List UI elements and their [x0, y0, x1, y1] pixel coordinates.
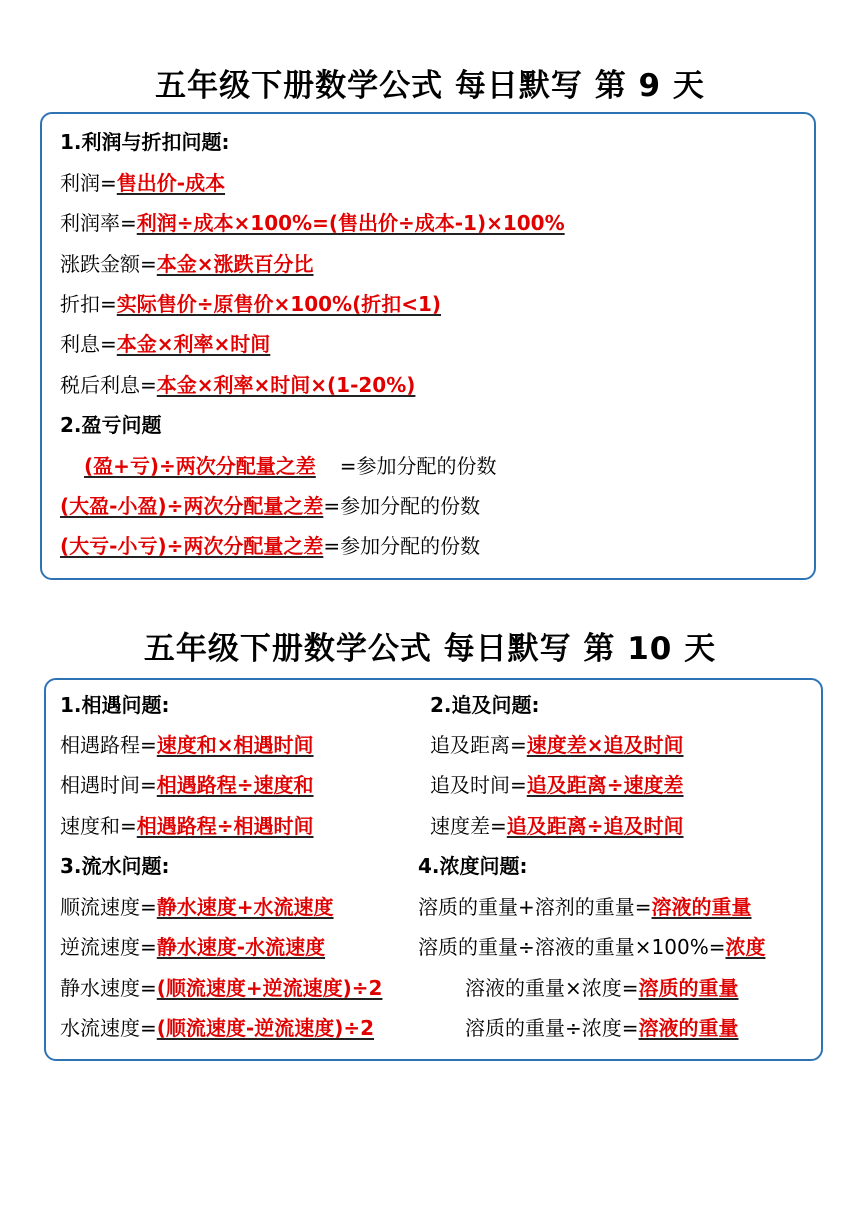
answer: (大亏-小亏)÷两次分配量之差	[60, 534, 324, 558]
day9-line-3: 涨跌金额=本金×涨跌百分比	[60, 252, 314, 276]
answer: 本金×利率×时间	[116, 332, 271, 356]
day9-section2-title: 2.盈亏问题	[60, 413, 162, 437]
day9-profit-loss-1: (盈+亏)÷两次分配量之差 =参加分配的份数	[84, 454, 497, 478]
flow-line-3: 静水速度=(顺流速度+逆流速度)÷2	[60, 976, 383, 1000]
day9-title: 五年级下册数学公式 每日默写 第 9 天	[155, 68, 705, 104]
answer: 速度差×追及时间	[526, 733, 684, 757]
answer: 静水速度+水流速度	[156, 895, 334, 919]
answer: (盈+亏)÷两次分配量之差	[84, 454, 316, 478]
day9-line-5: 利息=本金×利率×时间	[60, 332, 271, 356]
answer: 溶质的重量	[638, 976, 739, 1000]
concentration-line-1: 溶质的重量+溶剂的重量=溶液的重量	[418, 895, 752, 919]
answer: (顺流速度+逆流速度)÷2	[156, 976, 383, 1000]
meeting-line-2: 相遇时间=相遇路程÷速度和	[60, 773, 314, 797]
answer: 售出价-成本	[116, 171, 226, 195]
answer: 利润÷成本×100%=(售出价÷成本-1)×100%	[136, 211, 565, 235]
day9-line-6: 税后利息=本金×利率×时间×(1-20%)	[60, 373, 416, 397]
day9-section1-title: 1.利润与折扣问题:	[60, 130, 230, 154]
answer: 溶液的重量	[651, 895, 752, 919]
chase-line-1: 追及距离=速度差×追及时间	[430, 733, 684, 757]
answer: 速度和×相遇时间	[156, 733, 314, 757]
meeting-line-1: 相遇路程=速度和×相遇时间	[60, 733, 314, 757]
meeting-line-3: 速度和=相遇路程÷相遇时间	[60, 814, 314, 838]
concentration-title: 4.浓度问题:	[418, 854, 528, 878]
answer: 静水速度-水流速度	[156, 935, 326, 959]
chase-line-3: 速度差=追及距离÷追及时间	[430, 814, 684, 838]
day9-profit-loss-2: (大盈-小盈)÷两次分配量之差=参加分配的份数	[60, 494, 481, 518]
day10-title: 五年级下册数学公式 每日默写 第 10 天	[143, 631, 717, 667]
answer: 追及距离÷追及时间	[506, 814, 684, 838]
flow-line-2: 逆流速度=静水速度-水流速度	[60, 935, 326, 959]
concentration-line-2: 溶质的重量÷溶液的重量×100%=浓度	[418, 935, 766, 959]
day9-line-1: 利润=售出价-成本	[60, 171, 226, 195]
concentration-line-3: 溶液的重量×浓度=溶质的重量	[465, 976, 739, 1000]
answer: 相遇路程÷相遇时间	[136, 814, 314, 838]
answer: 实际售价÷原售价×100%(折扣<1)	[116, 292, 442, 316]
chase-line-2: 追及时间=追及距离÷速度差	[430, 773, 684, 797]
chase-title: 2.追及问题:	[430, 693, 540, 717]
answer: 追及距离÷速度差	[526, 773, 684, 797]
answer: 溶液的重量	[638, 1016, 739, 1040]
answer: 本金×涨跌百分比	[156, 252, 314, 276]
answer: (大盈-小盈)÷两次分配量之差	[60, 494, 324, 518]
day9-profit-loss-3: (大亏-小亏)÷两次分配量之差=参加分配的份数	[60, 534, 481, 558]
flow-title: 3.流水问题:	[60, 854, 170, 878]
flow-line-4: 水流速度=(顺流速度-逆流速度)÷2	[60, 1016, 375, 1040]
answer: 本金×利率×时间×(1-20%)	[156, 373, 416, 397]
concentration-line-4: 溶质的重量÷浓度=溶液的重量	[465, 1016, 739, 1040]
answer: 浓度	[725, 935, 766, 959]
day9-line-2: 利润率=利润÷成本×100%=(售出价÷成本-1)×100%	[60, 211, 565, 235]
answer: (顺流速度-逆流速度)÷2	[156, 1016, 375, 1040]
meeting-title: 1.相遇问题:	[60, 693, 170, 717]
answer: 相遇路程÷速度和	[156, 773, 314, 797]
day9-line-4: 折扣=实际售价÷原售价×100%(折扣<1)	[60, 292, 442, 316]
flow-line-1: 顺流速度=静水速度+水流速度	[60, 895, 334, 919]
